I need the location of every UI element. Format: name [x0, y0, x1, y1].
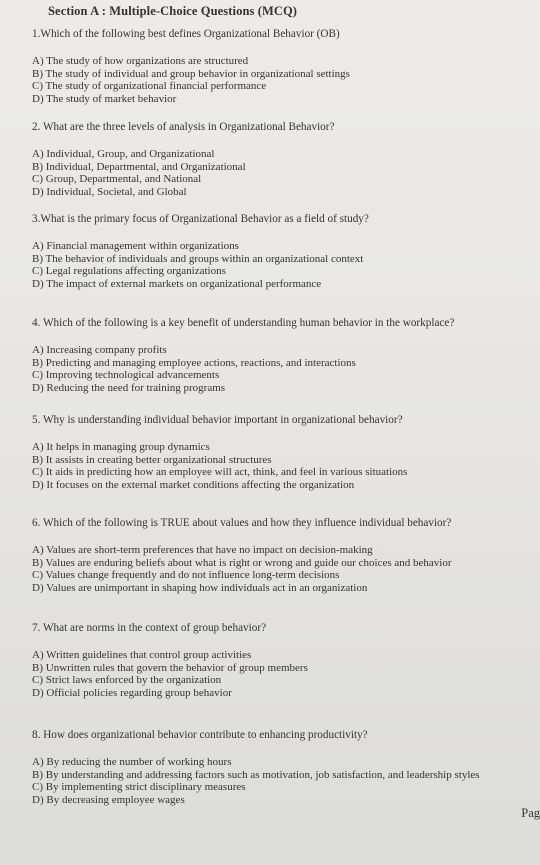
option-a: A) It helps in managing group dynamics	[32, 441, 210, 453]
option-b: B) It assists in creating better organizational structures	[32, 453, 272, 466]
option-a: A) Individual, Group, and Organizational	[32, 148, 215, 160]
question-6	[32, 516, 537, 594]
options-list	[32, 240, 537, 290]
option-b: B) The study of individual and group behavior in organizational settings	[32, 67, 350, 80]
question-3	[32, 212, 537, 290]
question-4	[32, 316, 537, 394]
question-text: 5. Why is understanding individual behavior important in organizational behavior?	[32, 414, 403, 426]
option-d: D) Values are unimportant in shaping how individuals act in an organization	[32, 581, 368, 594]
option-d: D) By decreasing employee wages	[32, 793, 185, 806]
option-b: B) By understanding and addressing factors such as motivation, job satisfaction, and leadership styles	[32, 768, 480, 781]
option-b: B) Predicting and managing employee actions, reactions, and interactions	[32, 356, 356, 369]
options-list	[32, 756, 537, 806]
option-b: B) Unwritten rules that govern the behavior of group members	[32, 661, 308, 674]
question-5	[32, 413, 537, 491]
option-c: C) It aids in predicting how an employee will act, think, and feel in various situations	[32, 466, 408, 478]
option-d: D) Official policies regarding group behavior	[32, 686, 232, 699]
option-d: D) Reducing the need for training programs	[32, 381, 226, 394]
option-c: C) Values change frequently and do not influence long-term decisions	[32, 569, 340, 581]
section-title: Section A : Multiple-Choice Questions (MCQ)	[48, 4, 298, 18]
options-list	[32, 55, 537, 105]
question-8	[32, 728, 537, 806]
question-text: 8. How does organizational behavior contribute to enhancing productivity?	[32, 729, 368, 741]
option-a: A) Written guidelines that control group activities	[32, 649, 252, 661]
option-b: B) The behavior of individuals and groups within an organizational context	[32, 252, 364, 265]
question-7	[32, 621, 537, 699]
option-a: A) Increasing company profits	[32, 344, 167, 356]
option-c: C) Legal regulations affecting organizations	[32, 265, 226, 277]
option-d: D) The impact of external markets on organizational performance	[32, 277, 322, 290]
question-2	[32, 120, 537, 198]
option-c: C) Strict laws enforced by the organization	[32, 674, 222, 686]
options-list	[32, 649, 537, 699]
question-text: 7. What are norms in the context of group behavior?	[32, 622, 267, 634]
page-number-label: Pag	[521, 806, 540, 820]
question-1	[32, 27, 537, 105]
question-text: 3.What is the primary focus of Organizational Behavior as a field of study?	[32, 213, 369, 225]
option-c: C) By implementing strict disciplinary measures	[32, 781, 246, 793]
option-b: B) Values are enduring beliefs about what is right or wrong and guide our choices and behavior	[32, 556, 452, 569]
option-c: C) The study of organizational financial performance	[32, 80, 267, 92]
option-d: D) It focuses on the external market conditions affecting the organization	[32, 478, 355, 491]
question-text: 1.Which of the following best defines Organizational Behavior (OB)	[32, 28, 340, 40]
question-text: 2. What are the three levels of analysis in Organizational Behavior?	[32, 121, 335, 133]
option-c: C) Group, Departmental, and National	[32, 173, 202, 185]
question-text: 6. Which of the following is TRUE about values and how they influence individual behavior?	[32, 517, 452, 529]
option-a: A) Values are short-term preferences that have no impact on decision-making	[32, 544, 373, 556]
options-list	[32, 441, 537, 491]
options-list	[32, 344, 537, 394]
option-a: A) Financial management within organizations	[32, 240, 239, 252]
options-list	[32, 148, 537, 198]
option-d: D) Individual, Societal, and Global	[32, 185, 187, 198]
question-text: 4. Which of the following is a key benefit of understanding human behavior in the workplace?	[32, 317, 455, 329]
option-d: D) The study of market behavior	[32, 92, 177, 105]
options-list	[32, 544, 537, 594]
option-a: A) The study of how organizations are structured	[32, 55, 249, 67]
option-b: B) Individual, Departmental, and Organizational	[32, 160, 246, 173]
option-a: A) By reducing the number of working hours	[32, 756, 232, 768]
option-c: C) Improving technological advancements	[32, 369, 220, 381]
